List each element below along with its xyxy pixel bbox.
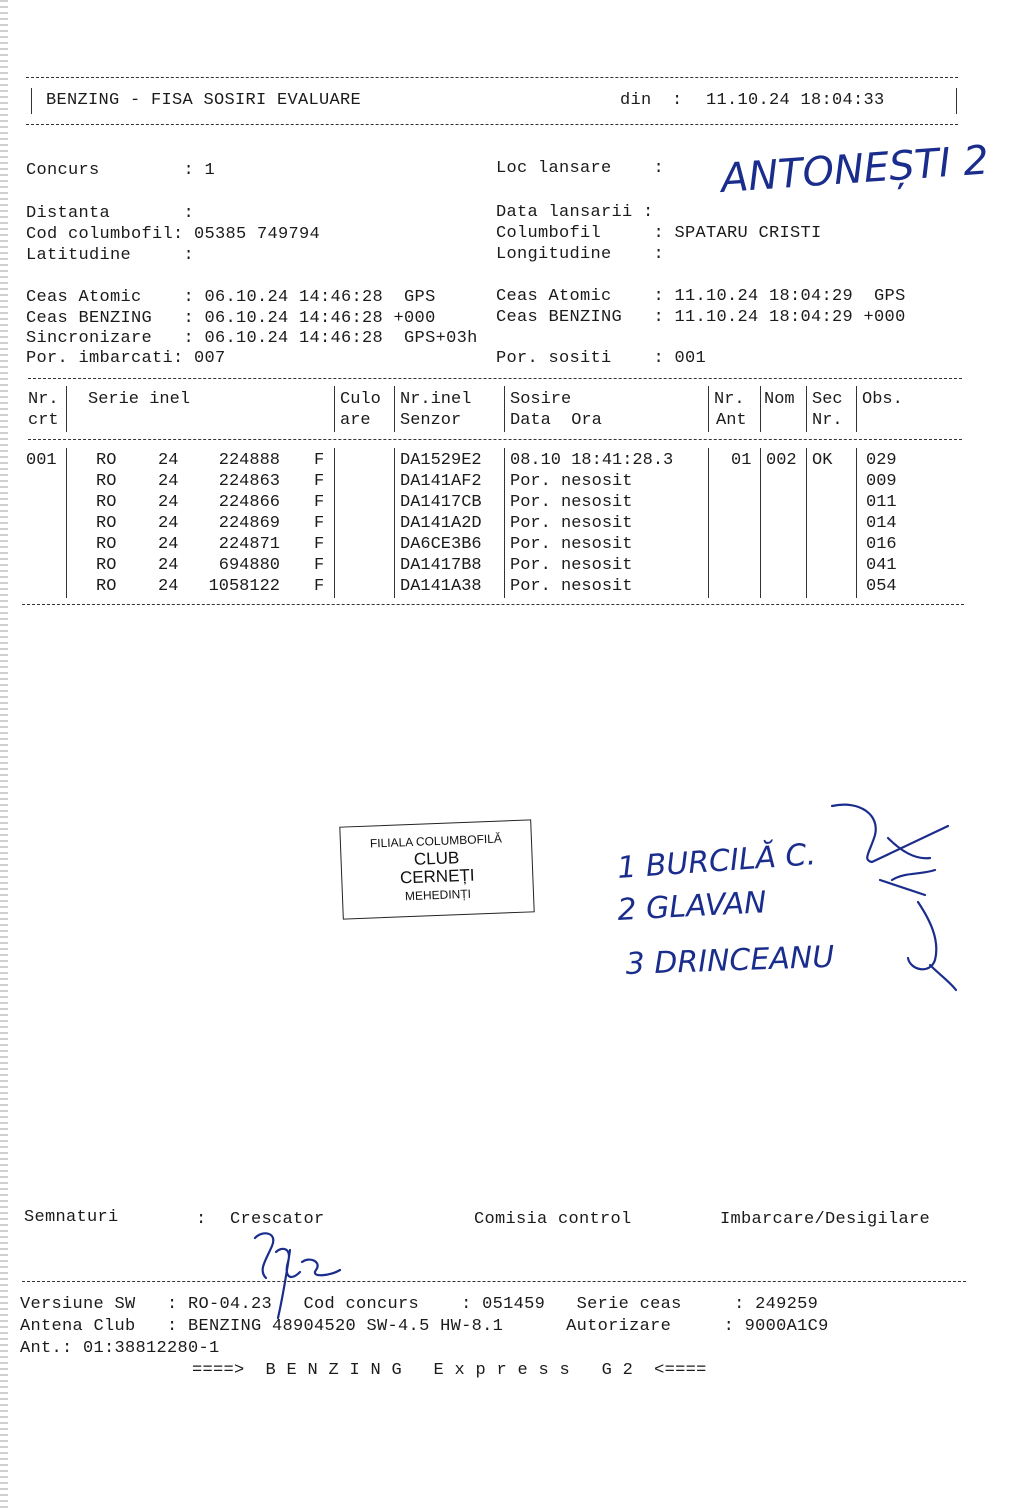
- col-sep: [856, 386, 857, 432]
- antena-line: Antena Club : BENZING 48904520 SW-4.5 HW-8.1 Autorizare : 9000A1C9: [20, 1317, 829, 1336]
- col-sep: [394, 448, 395, 598]
- cell-senzor: DA141A2D: [400, 514, 482, 533]
- cell-obs: 041: [866, 556, 897, 575]
- commission-member-2: 2 GLAVAN: [616, 885, 768, 928]
- cell-tara: RO: [96, 535, 117, 554]
- signature-mark: [930, 965, 956, 990]
- cell-tara: RO: [96, 577, 117, 596]
- row-nr-ant: 01: [731, 451, 752, 470]
- ceas-atomic-start: Ceas Atomic : 06.10.24 14:46:28 GPS: [26, 288, 436, 307]
- report-title: BENZING - FISA SOSIRI EVALUARE: [46, 91, 362, 110]
- hdr-culoare-2: are: [340, 411, 371, 430]
- cell-obs: 054: [866, 577, 897, 596]
- hdr-sosire-1: Sosire: [510, 390, 572, 409]
- cod-columbofil-line: Cod columbofil: 05385 749794: [26, 225, 321, 244]
- benzing-express-banner: ====> B E N Z I N G E x p r e s s G 2 <====: [192, 1361, 707, 1380]
- table-bottom-rule: [22, 604, 964, 605]
- col-sep: [760, 386, 761, 432]
- col-sep: [806, 386, 807, 432]
- hdr-nr-ant-1: Nr.: [714, 390, 745, 409]
- date-separator: :: [672, 91, 683, 110]
- cell-obs: 014: [866, 514, 897, 533]
- cell-obs: 009: [866, 472, 897, 491]
- data-lansarii-line: Data lansarii :: [496, 203, 654, 222]
- col-sep: [760, 448, 761, 598]
- col-sep: [504, 386, 505, 432]
- cell-an: 24: [158, 535, 179, 554]
- cell-sosire: Por. nesosit: [510, 535, 633, 554]
- hdr-nr-crt-2: crt: [28, 411, 59, 430]
- hdr-sosire-2: Data Ora: [510, 411, 602, 430]
- cell-sosire: Por. nesosit: [510, 577, 633, 596]
- header-right-bar: [956, 88, 957, 114]
- club-stamp: [339, 819, 534, 919]
- footer-rule: [22, 1281, 966, 1282]
- cell-tara: RO: [96, 451, 117, 470]
- cell-sosire: Por. nesosit: [510, 556, 633, 575]
- hdr-nr-inel-2: Senzor: [400, 411, 462, 430]
- cell-senzor: DA6CE3B6: [400, 535, 482, 554]
- cell-senzor: DA1417B8: [400, 556, 482, 575]
- cell-nr: 224869: [218, 514, 280, 533]
- hdr-serie-inel: Serie inel: [88, 390, 191, 409]
- cell-an: 24: [158, 493, 179, 512]
- cell-sex: F: [314, 535, 325, 554]
- col-sep: [334, 386, 335, 432]
- columbofil-line: Columbofil : SPATARU CRISTI: [496, 224, 822, 243]
- cell-tara: RO: [96, 514, 117, 533]
- row-sec: OK: [812, 451, 833, 470]
- col-sep: [394, 386, 395, 432]
- hdr-culoare-1: Culo: [340, 390, 381, 409]
- cell-sex: F: [314, 556, 325, 575]
- hdr-nr-inel-1: Nr.inel: [400, 390, 472, 409]
- cell-senzor: DA1529E2: [400, 451, 482, 470]
- table-header-rule: [28, 439, 962, 440]
- cell-sosire: Por. nesosit: [510, 493, 633, 512]
- cell-sex: F: [314, 472, 325, 491]
- hdr-sec-2: Nr.: [812, 411, 843, 430]
- handwritten-location: ANTONEȘTI 2: [719, 137, 991, 202]
- stamp-line-4: MEHEDINȚI: [404, 886, 472, 904]
- stamp-line-2: CLUB: [413, 848, 460, 869]
- stamp-line-1: FILIALA COLUMBOFILĂ: [369, 831, 503, 851]
- date-label: din: [620, 91, 652, 110]
- col-sep: [856, 448, 857, 598]
- row-nom: 002: [766, 451, 797, 470]
- distanta-line: Distanta :: [26, 204, 195, 223]
- imbarcare-label: Imbarcare/Desigilare: [720, 1210, 931, 1229]
- cell-senzor: DA141A38: [400, 577, 482, 596]
- hdr-nr-ant-2: Ant: [716, 411, 747, 430]
- cell-sosire: 08.10 18:41:28.3: [510, 451, 674, 470]
- hdr-sec-1: Sec: [812, 390, 843, 409]
- versiune-line: Versiune SW : RO-04.23 Cod concurs : 051459 Serie ceas : 249259: [20, 1295, 819, 1314]
- cell-nr: 224871: [218, 535, 280, 554]
- longitudine-line: Longitudine :: [496, 245, 665, 264]
- header-left-bar: [31, 88, 32, 114]
- cell-senzor: DA1417CB: [400, 493, 482, 512]
- cell-nr: 694880: [218, 556, 280, 575]
- date-value: 11.10.24 18:04:33: [706, 91, 885, 110]
- hdr-nom: Nom: [764, 390, 795, 409]
- por-sositi-line: Por. sositi : 001: [496, 349, 707, 368]
- col-sep: [66, 386, 67, 432]
- semnaturi-separator: :: [196, 1210, 207, 1229]
- cell-obs: 011: [866, 493, 897, 512]
- hdr-nr-crt-1: Nr.: [28, 390, 59, 409]
- latitudine-line: Latitudine :: [26, 246, 195, 265]
- cell-nr: 224888: [218, 451, 280, 470]
- comisia-label: Comisia control: [474, 1210, 632, 1229]
- col-sep: [708, 448, 709, 598]
- col-sep: [806, 448, 807, 598]
- scan-edge: [0, 0, 8, 1511]
- cell-nr: 224863: [218, 472, 280, 491]
- cell-sex: F: [314, 577, 325, 596]
- col-sep: [334, 448, 335, 598]
- cell-tara: RO: [96, 556, 117, 575]
- col-sep: [708, 386, 709, 432]
- cell-an: 24: [158, 472, 179, 491]
- cell-sex: F: [314, 514, 325, 533]
- table-top-rule: [28, 378, 962, 379]
- signature-mark: [888, 838, 935, 880]
- concurs-line: Concurs : 1: [26, 161, 216, 180]
- loc-lansare-line: Loc lansare :: [496, 159, 665, 178]
- row-nr-crt: 001: [26, 451, 57, 470]
- col-sep: [504, 448, 505, 598]
- cell-an: 24: [158, 514, 179, 533]
- signature-mark: [880, 880, 936, 969]
- cell-an: 24: [158, 451, 179, 470]
- cell-tara: RO: [96, 472, 117, 491]
- crescator-label: Crescator: [230, 1210, 325, 1229]
- cell-sex: F: [314, 493, 325, 512]
- semnaturi-label: Semnaturi: [24, 1208, 119, 1227]
- cell-nr: 1058122: [208, 577, 280, 596]
- por-imbarcati-line: Por. imbarcati: 007: [26, 349, 226, 368]
- ceas-atomic-end: Ceas Atomic : 11.10.24 18:04:29 GPS: [496, 287, 906, 306]
- cell-obs: 029: [866, 451, 897, 470]
- stamp-line-3: CERNEȚI: [399, 865, 475, 888]
- cell-an: 24: [158, 577, 179, 596]
- cell-sosire: Por. nesosit: [510, 472, 633, 491]
- commission-member-1: 1 BURCILĂ C.: [616, 837, 818, 886]
- cell-nr: 224866: [218, 493, 280, 512]
- commission-member-3: 3 DRINCEANU: [625, 939, 835, 982]
- hdr-obs: Obs.: [862, 390, 903, 409]
- commission-signatures: [832, 805, 956, 990]
- ant-line: Ant.: 01:38812280-1: [20, 1339, 220, 1358]
- sincronizare-line: Sincronizare : 06.10.24 14:46:28 GPS+03h: [26, 329, 478, 348]
- ceas-benzing-end: Ceas BENZING : 11.10.24 18:04:29 +000: [496, 308, 906, 327]
- cell-sosire: Por. nesosit: [510, 514, 633, 533]
- cell-sex: F: [314, 451, 325, 470]
- signature-mark: [832, 805, 948, 862]
- cell-senzor: DA141AF2: [400, 472, 482, 491]
- cell-an: 24: [158, 556, 179, 575]
- cell-obs: 016: [866, 535, 897, 554]
- cell-tara: RO: [96, 493, 117, 512]
- ceas-benzing-start: Ceas BENZING : 06.10.24 14:46:28 +000: [26, 309, 436, 328]
- col-sep: [66, 448, 67, 598]
